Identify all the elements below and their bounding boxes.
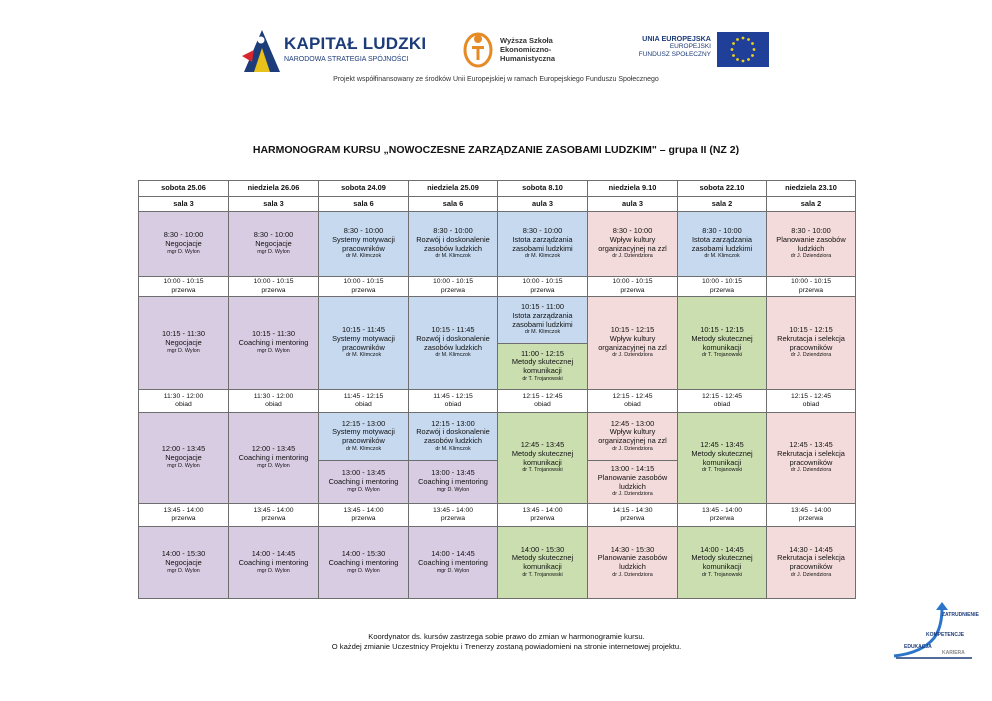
session-time: 14:00 - 15:30	[341, 548, 386, 558]
session-cell	[588, 461, 678, 504]
session-time: 10:15 - 11:45	[341, 325, 385, 335]
lunch-cell	[139, 390, 229, 413]
kapital-ludzki-emblem-icon	[240, 26, 282, 76]
session-tutor: dr T. Trojanowski	[522, 375, 563, 382]
session-tutor: dr M. Klimczok	[524, 329, 561, 336]
session-name: Metody skutecznej komunikacji	[511, 357, 574, 376]
session-name: Systemy motywacji pracowników	[332, 234, 395, 253]
session-name: Wpływ kultury organizacyjnej na zzl	[598, 234, 667, 253]
session-name: Istota zarządzania zasobami ludzkimi	[512, 234, 573, 253]
break-time: 13:45 - 14:00	[790, 506, 832, 514]
kapital-ludzki-title: KAPITAŁ LUDZKI	[284, 34, 427, 53]
break-time: 10:00 - 10:15	[432, 278, 474, 285]
session-name: Rozwój i doskonalenie zasobów ludzkich	[416, 333, 490, 352]
session-time: 14:00 - 15:30	[161, 548, 206, 558]
room-label: aula 3	[588, 197, 678, 212]
session-cell	[767, 527, 856, 599]
session-time: 14:00 - 14:45	[251, 548, 296, 558]
session-time: 10:15 - 12:15	[610, 325, 655, 335]
corner-logo-text: EDUKACJA	[904, 644, 932, 650]
session-row	[139, 413, 856, 461]
session-time: 8:30 - 10:00	[522, 226, 563, 236]
session-tutor: mgr D. Wylon	[347, 567, 380, 574]
eu-logo-line: FUNDUSZ SPOŁECZNY	[638, 51, 711, 58]
session-time: 12:45 - 13:45	[520, 440, 565, 450]
session-tutor: mgr D. Wylon	[257, 463, 290, 470]
session-time: 12:45 - 13:00	[610, 418, 655, 428]
session-row	[139, 212, 856, 277]
session-cell	[319, 212, 409, 277]
break-cell	[229, 504, 319, 527]
lunch-time: 11:30 - 12:00	[163, 392, 204, 400]
break-time: 10:00 - 10:15	[790, 278, 832, 285]
day-header: sobota 8.10	[498, 181, 588, 197]
session-cell	[678, 212, 767, 277]
session-row	[139, 297, 856, 344]
lunch-time: 12:15 - 12:45	[612, 392, 653, 400]
break-label: przerwa	[261, 286, 286, 294]
day-header-row	[139, 181, 856, 197]
lunch-label: obiad	[534, 401, 551, 408]
lunch-cell	[409, 390, 498, 413]
break-time: 10:00 - 10:15	[612, 278, 653, 285]
session-tutor: mgr D. Wylon	[167, 463, 200, 470]
session-cell	[139, 413, 229, 504]
session-cell	[588, 297, 678, 390]
session-tutor: mgr D. Wylon	[257, 249, 290, 256]
footer-line: O każdej zmianie Uczestnicy Projektu i Trenerzy zostaną powiadomieni na stronie internetowej projektu.	[331, 642, 682, 651]
school-name-line: Humanistyczna	[500, 54, 556, 63]
session-cell	[498, 413, 588, 504]
session-time: 13:00 - 14:15	[610, 464, 655, 474]
lunch-time: 11:45 - 12:15	[343, 392, 384, 400]
session-time: 12:45 - 13:45	[700, 440, 744, 450]
break-row	[139, 277, 856, 297]
eu-flag-icon	[717, 32, 769, 67]
break-time: 10:00 - 10:15	[253, 278, 294, 285]
session-cell	[409, 297, 498, 390]
lunch-label: obiad	[444, 401, 462, 408]
session-time: 10:15 - 11:30	[251, 329, 295, 339]
break-label: przerwa	[798, 286, 824, 294]
break-label: przerwa	[620, 515, 645, 522]
footer-line: Koordynator ds. kursów zastrzega sobie prawo do zmian w harmonogramie kursu.	[368, 632, 645, 641]
session-time: 11:00 - 12:15	[520, 348, 564, 358]
session-name: Negocjacje	[165, 239, 202, 249]
break-cell	[678, 277, 767, 297]
break-label: przerwa	[530, 515, 555, 522]
break-cell	[409, 504, 498, 527]
session-cell	[588, 527, 678, 599]
session-name: Rekrutacja i selekcja pracowników	[777, 448, 845, 467]
lunch-label: obiad	[175, 401, 192, 408]
break-time: 14:15 - 14:30	[612, 506, 653, 514]
session-tutor: dr J. Dziendziora	[790, 352, 832, 359]
session-cell	[678, 527, 767, 599]
session-tutor: mgr D. Wylon	[436, 487, 470, 494]
session-tutor: mgr D. Wylon	[347, 487, 380, 494]
session-name: Systemy motywacji pracowników	[332, 427, 395, 446]
break-time: 13:45 - 14:00	[522, 506, 563, 514]
session-cell	[409, 413, 498, 461]
break-cell	[139, 504, 229, 527]
session-tutor: dr T. Trojanowski	[522, 467, 563, 474]
session-time: 13:00 - 13:45	[341, 468, 386, 478]
session-tutor: mgr D. Wylon	[167, 249, 200, 256]
session-time: 8:30 - 10:00	[433, 226, 473, 236]
session-time: 14:00 - 15:30	[520, 544, 565, 554]
lunch-label: obiad	[265, 401, 282, 408]
session-cell	[319, 297, 409, 390]
room-label: sala 2	[678, 197, 767, 212]
session-name: Metody skutecznej komunikacji	[691, 553, 753, 572]
break-time: 13:45 - 14:00	[432, 506, 474, 514]
session-cell	[678, 413, 767, 504]
break-label: przerwa	[261, 515, 286, 522]
eu-logo	[628, 30, 770, 70]
session-tutor: dr M. Klimczok	[435, 253, 471, 260]
session-name: Coaching i mentoring	[418, 557, 488, 567]
session-tutor: dr J. Dziendziora	[612, 352, 653, 359]
break-time: 13:45 - 14:00	[253, 506, 294, 514]
day-header: niedziela 25.09	[409, 181, 498, 197]
session-cell	[767, 413, 856, 504]
break-time: 10:00 - 10:15	[522, 278, 563, 285]
session-tutor: dr J. Dziendziora	[612, 571, 653, 578]
break-label: przerwa	[351, 515, 376, 522]
break-cell	[409, 277, 498, 297]
session-name: Metody skutecznej komunikacji	[691, 333, 753, 352]
session-name: Coaching i mentoring	[328, 477, 399, 487]
break-label: przerwa	[798, 515, 824, 522]
session-name: Rekrutacja i selekcja pracowników	[777, 553, 845, 572]
session-time: 12:45 - 13:45	[789, 440, 833, 450]
break-row	[139, 504, 856, 527]
eu-logo-text	[628, 35, 711, 59]
school-emblem-icon	[462, 30, 494, 68]
session-tutor: mgr D. Wylon	[436, 567, 470, 574]
session-time: 8:30 - 10:00	[343, 226, 384, 236]
session-tutor: dr T. Trojanowski	[701, 352, 743, 359]
session-time: 10:15 - 12:15	[789, 325, 833, 335]
session-tutor: dr T. Trojanowski	[522, 571, 563, 578]
school-name-line: Wyższa Szkoła	[500, 36, 553, 45]
session-tutor: dr T. Trojanowski	[701, 571, 743, 578]
page-title: HARMONOGRAM KURSU „NOWOCZESNE ZARZĄDZANIE ZASOBAMI LUDZKIM" – grupa II (NZ 2)	[252, 144, 740, 156]
session-time: 14:30 - 15:30	[610, 544, 655, 554]
break-label: przerwa	[530, 286, 555, 294]
session-name: Metody skutecznej komunikacji	[691, 448, 753, 467]
session-name: Negocjacje	[165, 338, 202, 348]
break-time: 10:00 - 10:15	[163, 278, 204, 285]
session-time: 10:15 - 12:15	[700, 325, 744, 335]
session-name: Systemy motywacji pracowników	[332, 333, 395, 352]
lunch-time: 12:15 - 12:45	[790, 392, 832, 400]
day-header: sobota 24.09	[319, 181, 409, 197]
session-tutor: dr M. Klimczok	[435, 445, 471, 452]
session-tutor: dr M. Klimczok	[345, 352, 382, 359]
session-cell	[229, 297, 319, 390]
session-cell	[409, 527, 498, 599]
session-name: Planowanie zasobów ludzkich	[776, 234, 846, 253]
break-label: przerwa	[440, 515, 466, 522]
session-name: Metody skutecznej komunikacji	[511, 553, 574, 572]
session-tutor: dr J. Dziendziora	[612, 445, 653, 452]
room-row	[139, 197, 856, 212]
session-name: Negocjacje	[165, 453, 202, 463]
footer-note	[300, 632, 713, 652]
kapital-ludzki-subtitle: NARODOWA STRATEGIA SPÓJNOŚCI	[284, 56, 409, 63]
session-time: 13:00 - 13:45	[431, 468, 475, 478]
break-cell	[678, 504, 767, 527]
break-label: przerwa	[440, 286, 466, 294]
session-tutor: mgr D. Wylon	[167, 348, 200, 355]
kapital-ludzki-logo	[240, 26, 427, 76]
session-tutor: mgr D. Wylon	[167, 567, 200, 574]
session-name: Negocjacje	[255, 239, 292, 249]
break-cell	[319, 504, 409, 527]
lunch-cell	[767, 390, 856, 413]
lunch-cell	[588, 390, 678, 413]
session-cell	[498, 297, 588, 344]
session-cell	[588, 212, 678, 277]
day-header: sobota 22.10	[678, 181, 767, 197]
lunch-label: obiad	[713, 401, 731, 408]
session-cell	[588, 413, 678, 461]
day-header: niedziela 23.10	[767, 181, 856, 197]
lunch-label: obiad	[355, 401, 372, 408]
session-cell	[767, 297, 856, 390]
eu-logo-line: UNIA EUROPEJSKA	[642, 34, 711, 43]
session-cell	[139, 297, 229, 390]
session-cell	[498, 212, 588, 277]
lunch-label: obiad	[624, 401, 641, 408]
session-cell	[229, 413, 319, 504]
lunch-row	[139, 390, 856, 413]
school-name	[500, 36, 555, 63]
break-label: przerwa	[171, 286, 196, 294]
break-label: przerwa	[620, 286, 645, 294]
lunch-time: 11:30 - 12:00	[253, 392, 294, 400]
session-time: 12:00 - 13:45	[251, 444, 296, 454]
session-name: Rekrutacja i selekcja pracowników	[777, 333, 845, 352]
session-time: 8:30 - 10:00	[612, 226, 653, 236]
lunch-time: 12:15 - 12:45	[701, 392, 743, 400]
career-staircase-logo	[892, 602, 979, 660]
break-label: przerwa	[709, 515, 735, 522]
session-tutor: mgr D. Wylon	[257, 567, 290, 574]
session-name: Wpływ kultury organizacyjnej na zzl	[598, 427, 667, 446]
session-cell	[319, 527, 409, 599]
session-tutor: dr J. Dziendziora	[790, 253, 832, 260]
lunch-cell	[229, 390, 319, 413]
session-tutor: dr J. Dziendziora	[790, 467, 832, 474]
lunch-cell	[678, 390, 767, 413]
session-cell	[498, 344, 588, 390]
session-cell	[319, 413, 409, 461]
session-tutor: mgr D. Wylon	[257, 348, 290, 355]
break-label: przerwa	[351, 286, 376, 294]
session-name: Negocjacje	[165, 557, 202, 567]
lunch-cell	[319, 390, 409, 413]
session-time: 14:00 - 14:45	[431, 548, 475, 558]
day-header: niedziela 26.06	[229, 181, 319, 197]
session-name: Wpływ kultury organizacyjnej na zzl	[598, 333, 667, 352]
session-time: 12:15 - 13:00	[341, 418, 386, 428]
session-name: Metody skutecznej komunikacji	[511, 448, 574, 467]
session-tutor: dr M. Klimczok	[704, 253, 740, 260]
lunch-time: 12:15 - 12:45	[522, 392, 563, 400]
schedule-table	[138, 180, 856, 599]
session-tutor: dr M. Klimczok	[345, 253, 382, 260]
session-time: 14:00 - 14:45	[700, 544, 744, 554]
session-time: 14:30 - 14:45	[789, 544, 833, 554]
session-cell	[767, 212, 856, 277]
break-cell	[139, 277, 229, 297]
day-header: niedziela 9.10	[588, 181, 678, 197]
break-cell	[498, 504, 588, 527]
session-tutor: dr M. Klimczok	[345, 445, 382, 452]
session-time: 8:30 - 10:00	[253, 230, 294, 240]
break-label: przerwa	[171, 515, 196, 522]
session-tutor: dr T. Trojanowski	[701, 467, 743, 474]
break-time: 13:45 - 14:00	[701, 506, 743, 514]
room-label: sala 3	[139, 197, 229, 212]
eu-logo-line: EUROPEJSKI	[669, 43, 711, 50]
break-cell	[588, 504, 678, 527]
session-cell	[229, 212, 319, 277]
session-time: 12:15 - 13:00	[431, 418, 475, 428]
session-time: 8:30 - 10:00	[791, 226, 831, 236]
session-cell	[678, 297, 767, 390]
break-cell	[498, 277, 588, 297]
school-logo	[462, 30, 592, 74]
session-name: Coaching i mentoring	[328, 557, 399, 567]
session-time: 12:00 - 13:45	[161, 444, 206, 454]
session-cell	[498, 527, 588, 599]
session-name: Rozwój i doskonalenie zasobów ludzkich	[416, 427, 490, 446]
corner-logo-text: KOMPETENCJE	[926, 632, 965, 638]
corner-logo-text: ZATRUDNIENIE	[942, 612, 979, 618]
session-cell	[139, 212, 229, 277]
day-header: sobota 25.06	[139, 181, 229, 197]
session-tutor: dr M. Klimczok	[524, 253, 561, 260]
room-label: sala 3	[229, 197, 319, 212]
session-time: 10:15 - 11:30	[161, 329, 205, 339]
break-cell	[767, 277, 856, 297]
break-time: 13:45 - 14:00	[163, 506, 204, 514]
session-time: 8:30 - 10:00	[163, 230, 204, 240]
session-tutor: dr J. Dziendziora	[612, 491, 653, 498]
break-cell	[229, 277, 319, 297]
session-cell	[319, 461, 409, 504]
room-label: sala 2	[767, 197, 856, 212]
lunch-label: obiad	[802, 401, 820, 408]
session-name: Rozwój i doskonalenie zasobów ludzkich	[416, 234, 490, 253]
session-cell	[139, 527, 229, 599]
lunch-time: 11:45 - 12:15	[433, 392, 473, 400]
break-time: 10:00 - 10:15	[343, 278, 384, 285]
session-name: Coaching i mentoring	[238, 453, 309, 463]
lunch-cell	[498, 390, 588, 413]
break-label: przerwa	[709, 286, 735, 294]
break-time: 13:45 - 14:00	[343, 506, 384, 514]
break-cell	[319, 277, 409, 297]
session-name: Coaching i mentoring	[238, 338, 309, 348]
session-tutor: dr J. Dziendziora	[790, 571, 832, 578]
room-label: aula 3	[498, 197, 588, 212]
session-cell	[409, 461, 498, 504]
session-name: Istota zarządzania zasobami ludzkimi	[691, 234, 753, 253]
session-cell	[229, 527, 319, 599]
session-time: 10:15 - 11:00	[520, 302, 564, 312]
session-tutor: dr M. Klimczok	[435, 352, 471, 359]
session-name: Planowanie zasobów ludzkich	[597, 553, 668, 572]
session-name: Coaching i mentoring	[238, 557, 309, 567]
session-name: Coaching i mentoring	[418, 477, 488, 487]
break-time: 10:00 - 10:15	[701, 278, 743, 285]
session-name: Planowanie zasobów ludzkich	[597, 472, 668, 491]
cofinance-note: Projekt współfinansowany ze środków Unii Europejskiej w ramach Europejskiego Funduszu Społecznego	[333, 76, 659, 83]
room-label: sala 6	[319, 197, 409, 212]
break-cell	[767, 504, 856, 527]
session-cell	[409, 212, 498, 277]
school-name-line: Ekonomiczno-	[500, 45, 552, 54]
session-row	[139, 527, 856, 599]
break-cell	[588, 277, 678, 297]
session-name: Istota zarządzania zasobami ludzkimi	[512, 310, 573, 329]
corner-logo-text: KARIERA	[942, 650, 965, 656]
session-tutor: dr J. Dziendziora	[612, 253, 653, 260]
session-time: 8:30 - 10:00	[702, 226, 742, 236]
session-time: 10:15 - 11:45	[431, 325, 475, 335]
room-label: sala 6	[409, 197, 498, 212]
